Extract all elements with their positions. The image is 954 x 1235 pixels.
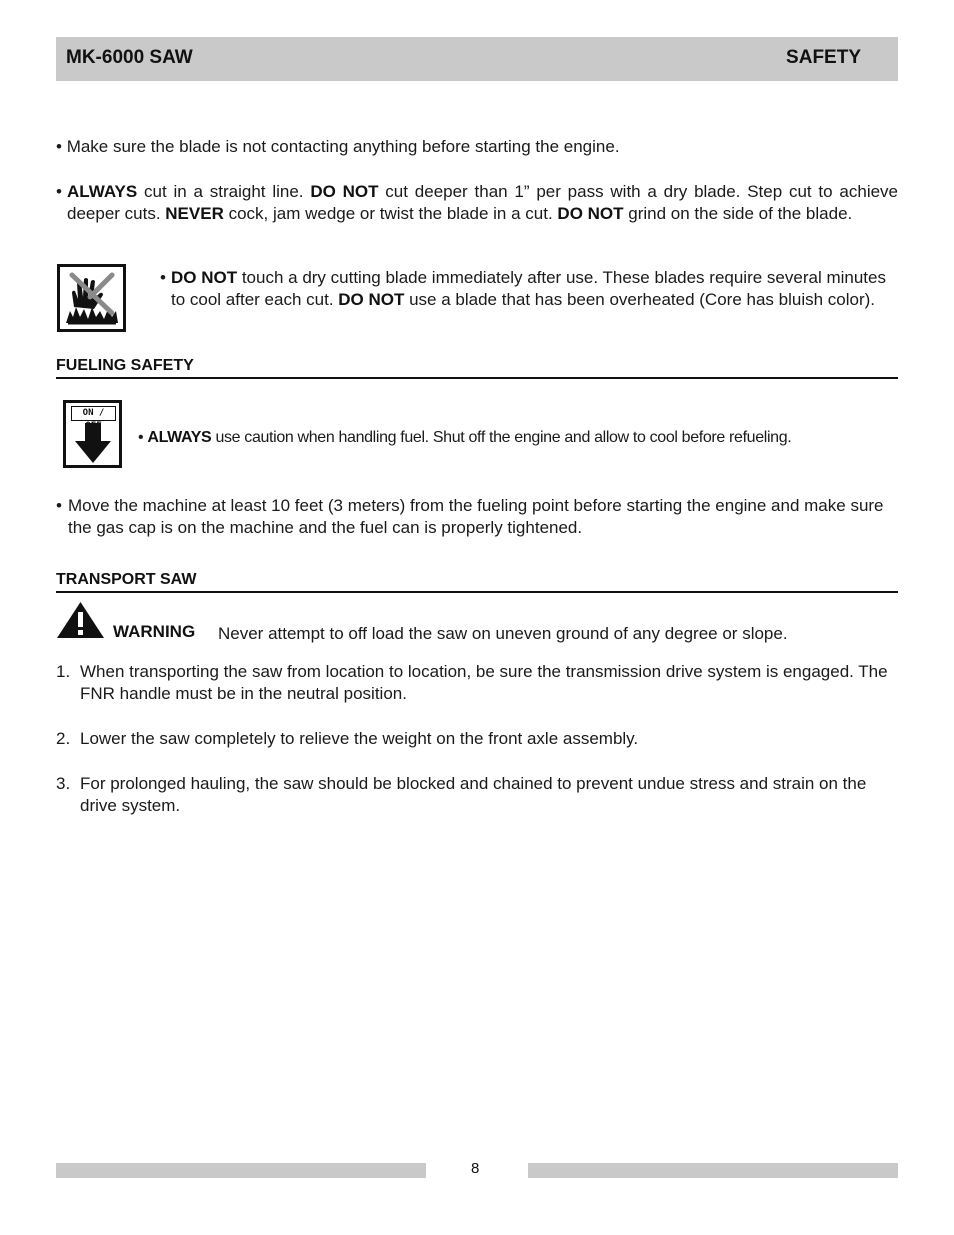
warning-triangle-icon: [56, 601, 105, 639]
warning-text: Never attempt to off load the saw on uneven ground of any degree or slope.: [218, 624, 788, 643]
list-item: 1. When transporting the saw from location to location, be sure the transmission drive system is engaged. The FNR handle must be in the neutral position.: [56, 662, 888, 703]
page-number: 8: [471, 1160, 480, 1177]
header-bar: [56, 37, 898, 81]
bullet-hot-blade: • DO NOT touch a dry cutting blade immediately after use. These blades require several minutes to cool after each cut. DO NOT use a blade that has been overheated (Core has bluish color).: [160, 268, 886, 309]
burning-hand-icon: [60, 267, 123, 329]
bullet-blade-contact: • Make sure the blade is not contacting anything before starting the engine.: [56, 137, 620, 156]
section-title: SAFETY: [786, 47, 861, 68]
list-item: 3. For prolonged hauling, the saw should be blocked and chained to prevent undue stress and strain on the drive system.: [56, 774, 867, 815]
footer-bar-left: [56, 1163, 426, 1178]
fueling-safety-heading: FUELING SAFETY: [56, 357, 898, 379]
bullet-fuel-caution: • ALWAYS use caution when handling fuel. Shut off the engine and allow to cool before refueling.: [138, 429, 792, 446]
document-title: MK-6000 SAW: [66, 47, 193, 68]
warning-label: WARNING: [113, 622, 196, 641]
on-off-label: ON /: [71, 406, 116, 421]
transport-saw-heading: TRANSPORT SAW: [56, 571, 898, 593]
bullet-move-machine: • Move the machine at least 10 feet (3 meters) from the fueling point before starting the engine and make sure the gas cap is on the machine and the fuel can is properly tightened.: [56, 496, 884, 537]
hot-surface-icon: [57, 264, 126, 332]
engine-off-icon: [63, 400, 122, 468]
footer-bar-right: [528, 1163, 898, 1178]
down-arrow-icon: [75, 423, 111, 463]
list-item: 2. Lower the saw completely to relieve the weight on the front axle assembly.: [56, 729, 639, 748]
bullet-straight-cut: • ALWAYS cut in a straight line. DO NOT cut deeper than 1” per pass with a dry blade. Step cut to achieve deeper cuts. NEVER cock, jam wedge or twist the blade in a cut. DO NOT grind on the side of the blade.: [56, 182, 899, 223]
